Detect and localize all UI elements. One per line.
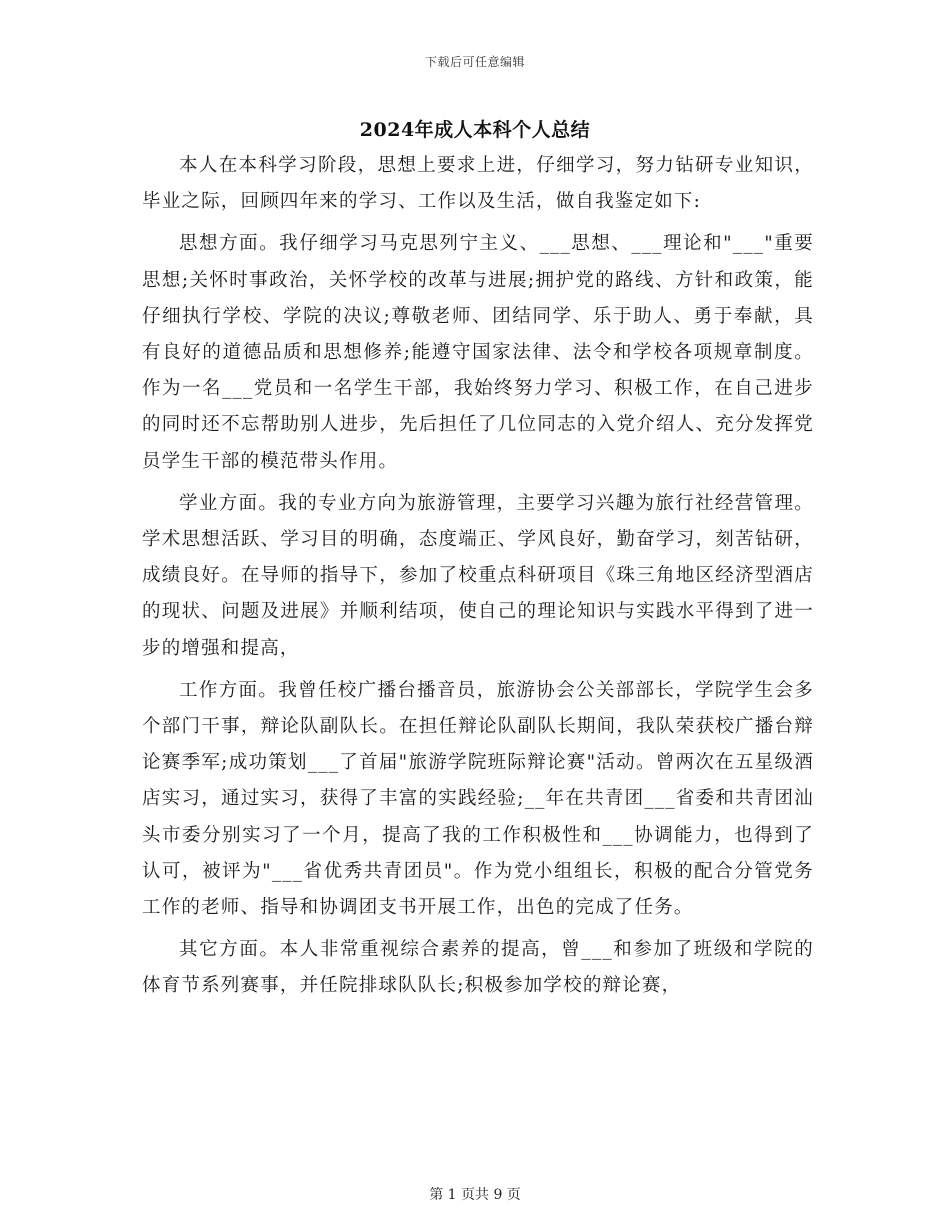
paragraph-academics: 学业方面。我的专业方向为旅游管理，主要学习兴趣为旅行社经营管理。学术思想活跃、学习目的明确，态度端正、学风良好，勤奋学习，刻苦钻研，成绩良好。在导师的指导下，参加了校重点科研项目《珠三角地区经济型酒店的现状、问题及进展》并顺利结项，使自己的理论知识与实践水平得到了进一步的增强和提高，	[142, 492, 814, 659]
document-title: 2024年成人本科个人总结	[359, 119, 591, 141]
paragraph-ideology: 思想方面。我仔细学习马克思列宁主义、___思想、___理论和"___"重要思想;关怀时事政治，关怀学校的改革与进展;拥护党的路线、方针和政策，能仔细执行学校、学院的决议;尊敬老师、团结同学、乐于助人、勇于奉献，具有良好的道德品质和思想修养;能遵守国家法律、法令和学校各项规章制度。作为一名___党员和一名学生干部，我始终努力学习、积极工作，在自己进步的同时还不忘帮助别人进步，先后担任了几位同志的入党介绍人、充分发挥党员学生干部的模范带头作用。	[142, 233, 814, 472]
header-note: 下载后可任意编辑	[424, 55, 525, 69]
page-number: 第 1 页共 9 页	[429, 1187, 521, 1203]
document-body	[142, 148, 814, 1011]
paragraph-intro: 本人在本科学习阶段，思想上要求上进，仔细学习，努力钻研专业知识，毕业之际，回顾四年来的学习、工作以及生活，做自我鉴定如下:	[142, 155, 814, 213]
paragraph-work: 工作方面。我曾任校广播台播音员，旅游协会公关部部长，学院学生会多个部门干事，辩论队副队长。在担任辩论队副队长期间，我队荣获校广播台辩论赛季军;成功策划___了首届"旅游学院班际辩论赛"活动。曾两次在五星级酒店实习，通过实习，获得了丰富的实践经验;__年在共青团___省委和共青团汕头市委分别实习了一个月，提高了我的工作积极性和___协调能力，也得到了认可，被评为"___省优秀共青团员"。作为党小组组长，积极的配合分管党务工作的老师、指导和协调团支书开展工作，出色的完成了任务。	[142, 679, 814, 919]
paragraph-other: 其它方面。本人非常重视综合素养的提高，曾___和参加了班级和学院的体育节系列赛事，并任院排球队队长;积极参加学校的辩论赛，	[142, 939, 814, 997]
